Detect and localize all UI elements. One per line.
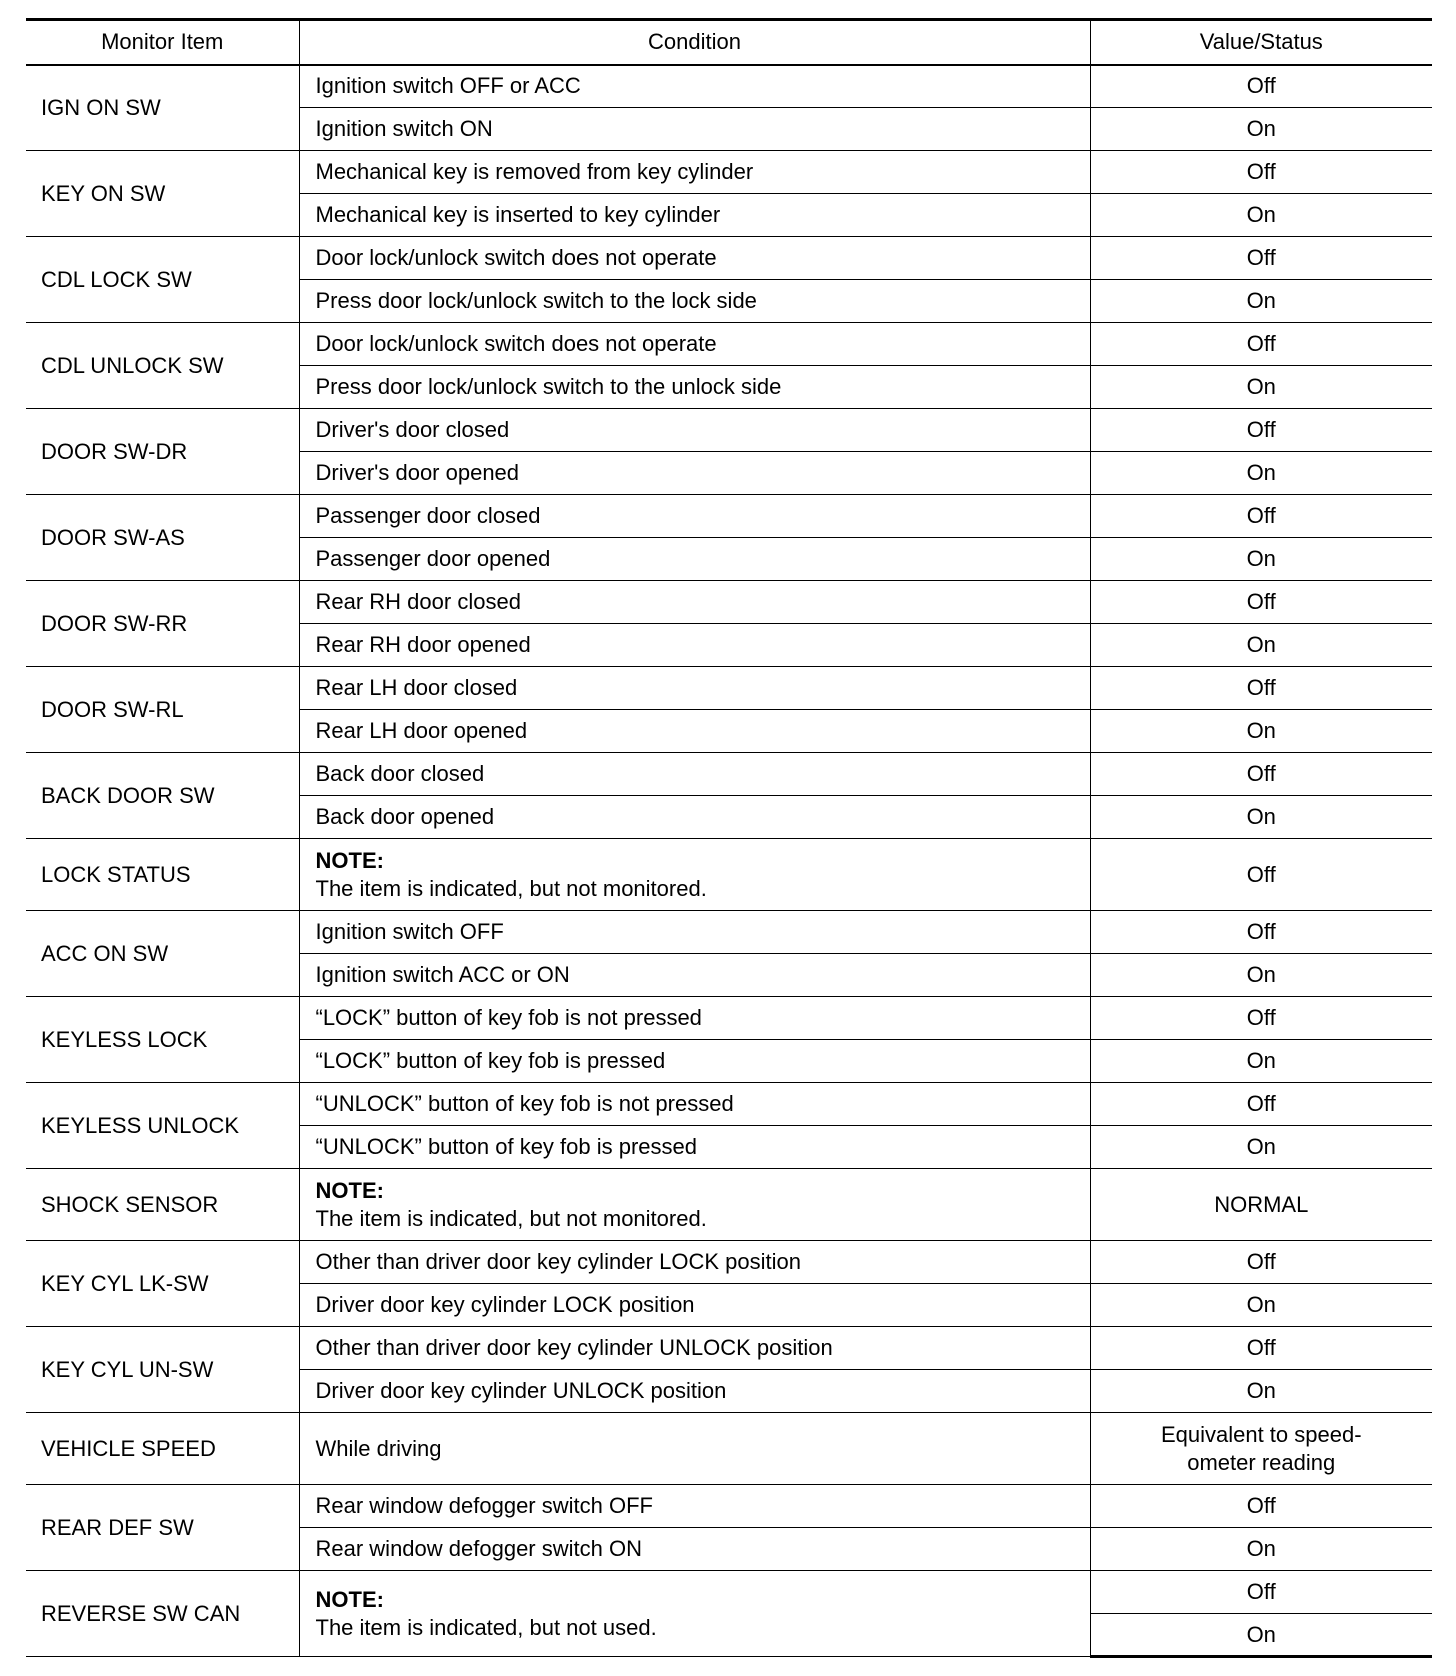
value-cell: Off xyxy=(1090,237,1432,280)
value-cell: Off xyxy=(1090,1327,1432,1370)
condition-cell: While driving xyxy=(299,1413,1090,1485)
monitor-item-cell: CDL LOCK SW xyxy=(26,237,299,323)
value-cell: Off xyxy=(1090,581,1432,624)
value-cell: Off xyxy=(1090,323,1432,366)
condition-cell: Passenger door closed xyxy=(299,495,1090,538)
condition-cell: “LOCK” button of key fob is not pressed xyxy=(299,997,1090,1040)
value-cell: Off xyxy=(1090,753,1432,796)
note-label: NOTE: xyxy=(315,847,384,873)
value-cell: On xyxy=(1090,1040,1432,1083)
table-row xyxy=(26,1485,1432,1528)
condition-cell: Mechanical key is removed from key cylinder xyxy=(299,151,1090,194)
value-cell: On xyxy=(1090,1284,1432,1327)
monitor-item-cell: SHOCK SENSOR xyxy=(26,1169,299,1241)
value-cell: Off xyxy=(1090,151,1432,194)
value-cell: On xyxy=(1090,452,1432,495)
table-row xyxy=(26,495,1432,538)
condition-cell: Back door closed xyxy=(299,753,1090,796)
value-cell: On xyxy=(1090,954,1432,997)
header-monitor-item: Monitor Item xyxy=(26,20,299,65)
table-row xyxy=(26,1413,1432,1485)
monitor-item-cell: VEHICLE SPEED xyxy=(26,1413,299,1485)
value-cell: On xyxy=(1090,1370,1432,1413)
value-cell: On xyxy=(1090,194,1432,237)
table-row xyxy=(26,1169,1432,1241)
condition-cell: Driver's door opened xyxy=(299,452,1090,495)
value-cell: Off xyxy=(1090,1571,1432,1614)
table-row xyxy=(26,911,1432,954)
table-body xyxy=(26,65,1432,1657)
value-cell: On xyxy=(1090,1528,1432,1571)
table-row xyxy=(26,1083,1432,1126)
condition-cell: “UNLOCK” button of key fob is pressed xyxy=(299,1126,1090,1169)
condition-cell: Rear LH door opened xyxy=(299,710,1090,753)
monitor-item-cell: KEY ON SW xyxy=(26,151,299,237)
value-cell: On xyxy=(1090,108,1432,151)
note-cell xyxy=(299,839,1090,911)
value-cell: On xyxy=(1090,280,1432,323)
monitor-item-cell: DOOR SW-AS xyxy=(26,495,299,581)
monitor-item-cell: IGN ON SW xyxy=(26,65,299,151)
monitor-item-cell: CDL UNLOCK SW xyxy=(26,323,299,409)
monitor-item-cell: DOOR SW-DR xyxy=(26,409,299,495)
note-label: NOTE: xyxy=(315,1586,384,1612)
monitor-item-cell: REVERSE SW CAN xyxy=(26,1571,299,1657)
condition-cell: Ignition switch OFF or ACC xyxy=(299,65,1090,108)
table-row xyxy=(26,409,1432,452)
note-text: The item is indicated, but not used. xyxy=(315,1614,657,1640)
condition-cell: Rear RH door opened xyxy=(299,624,1090,667)
condition-cell: Press door lock/unlock switch to the lock side xyxy=(299,280,1090,323)
note-cell xyxy=(299,1169,1090,1241)
monitor-item-cell: KEYLESS LOCK xyxy=(26,997,299,1083)
condition-cell: Door lock/unlock switch does not operate xyxy=(299,237,1090,280)
header-value-status: Value/Status xyxy=(1090,20,1432,65)
value-cell: NORMAL xyxy=(1090,1169,1432,1241)
condition-cell: Back door opened xyxy=(299,796,1090,839)
monitor-item-cell: LOCK STATUS xyxy=(26,839,299,911)
condition-cell: Driver door key cylinder LOCK position xyxy=(299,1284,1090,1327)
table-row xyxy=(26,323,1432,366)
monitor-table xyxy=(26,18,1432,1658)
condition-cell: Other than driver door key cylinder LOCK position xyxy=(299,1241,1090,1284)
note-text: The item is indicated, but not monitored. xyxy=(315,875,707,901)
condition-cell: Mechanical key is inserted to key cylinder xyxy=(299,194,1090,237)
note-text: The item is indicated, but not monitored. xyxy=(315,1205,707,1231)
header-condition: Condition xyxy=(299,20,1090,65)
value-cell: On xyxy=(1090,796,1432,839)
condition-cell: Rear window defogger switch ON xyxy=(299,1528,1090,1571)
condition-cell: Ignition switch OFF xyxy=(299,911,1090,954)
condition-cell: Door lock/unlock switch does not operate xyxy=(299,323,1090,366)
monitor-item-cell: KEY CYL UN-SW xyxy=(26,1327,299,1413)
value-cell: Off xyxy=(1090,839,1432,911)
header-row xyxy=(26,20,1432,65)
note-label: NOTE: xyxy=(315,1177,384,1203)
value-cell: Off xyxy=(1090,409,1432,452)
condition-cell: Ignition switch ACC or ON xyxy=(299,954,1090,997)
condition-cell: “UNLOCK” button of key fob is not pressed xyxy=(299,1083,1090,1126)
condition-cell: Rear RH door closed xyxy=(299,581,1090,624)
value-cell: Off xyxy=(1090,911,1432,954)
value-cell: Off xyxy=(1090,65,1432,108)
value-cell: Off xyxy=(1090,667,1432,710)
note-cell xyxy=(299,1571,1090,1657)
value-cell xyxy=(1090,1413,1432,1485)
monitor-item-cell: DOOR SW-RL xyxy=(26,667,299,753)
table-row xyxy=(26,839,1432,911)
table-row xyxy=(26,667,1432,710)
value-line: Equivalent to speed- xyxy=(1160,1421,1362,1447)
value-cell: Off xyxy=(1090,997,1432,1040)
table-row xyxy=(26,753,1432,796)
value-cell: Off xyxy=(1090,1083,1432,1126)
monitor-item-cell: KEY CYL LK-SW xyxy=(26,1241,299,1327)
condition-cell: “LOCK” button of key fob is pressed xyxy=(299,1040,1090,1083)
table-row xyxy=(26,997,1432,1040)
value-cell: On xyxy=(1090,366,1432,409)
value-cell: Off xyxy=(1090,1241,1432,1284)
value-line: ometer reading xyxy=(1187,1449,1336,1475)
table-row xyxy=(26,65,1432,108)
condition-cell: Driver door key cylinder UNLOCK position xyxy=(299,1370,1090,1413)
condition-cell: Driver's door closed xyxy=(299,409,1090,452)
table-row xyxy=(26,151,1432,194)
condition-cell: Rear window defogger switch OFF xyxy=(299,1485,1090,1528)
monitor-item-cell: REAR DEF SW xyxy=(26,1485,299,1571)
table-row xyxy=(26,1241,1432,1284)
monitor-item-cell: ACC ON SW xyxy=(26,911,299,997)
table-row xyxy=(26,1327,1432,1370)
value-cell: On xyxy=(1090,1126,1432,1169)
table-row xyxy=(26,237,1432,280)
monitor-item-cell: DOOR SW-RR xyxy=(26,581,299,667)
condition-cell: Press door lock/unlock switch to the unlock side xyxy=(299,366,1090,409)
value-cell: Off xyxy=(1090,1485,1432,1528)
value-cell: On xyxy=(1090,1614,1432,1657)
monitor-item-cell: KEYLESS UNLOCK xyxy=(26,1083,299,1169)
condition-cell: Ignition switch ON xyxy=(299,108,1090,151)
table-row xyxy=(26,581,1432,624)
table-row xyxy=(26,1571,1432,1614)
condition-cell: Rear LH door closed xyxy=(299,667,1090,710)
value-cell: On xyxy=(1090,538,1432,581)
condition-cell: Other than driver door key cylinder UNLOCK position xyxy=(299,1327,1090,1370)
condition-cell: Passenger door opened xyxy=(299,538,1090,581)
monitor-item-cell: BACK DOOR SW xyxy=(26,753,299,839)
value-cell: On xyxy=(1090,624,1432,667)
value-cell: On xyxy=(1090,710,1432,753)
value-cell: Off xyxy=(1090,495,1432,538)
